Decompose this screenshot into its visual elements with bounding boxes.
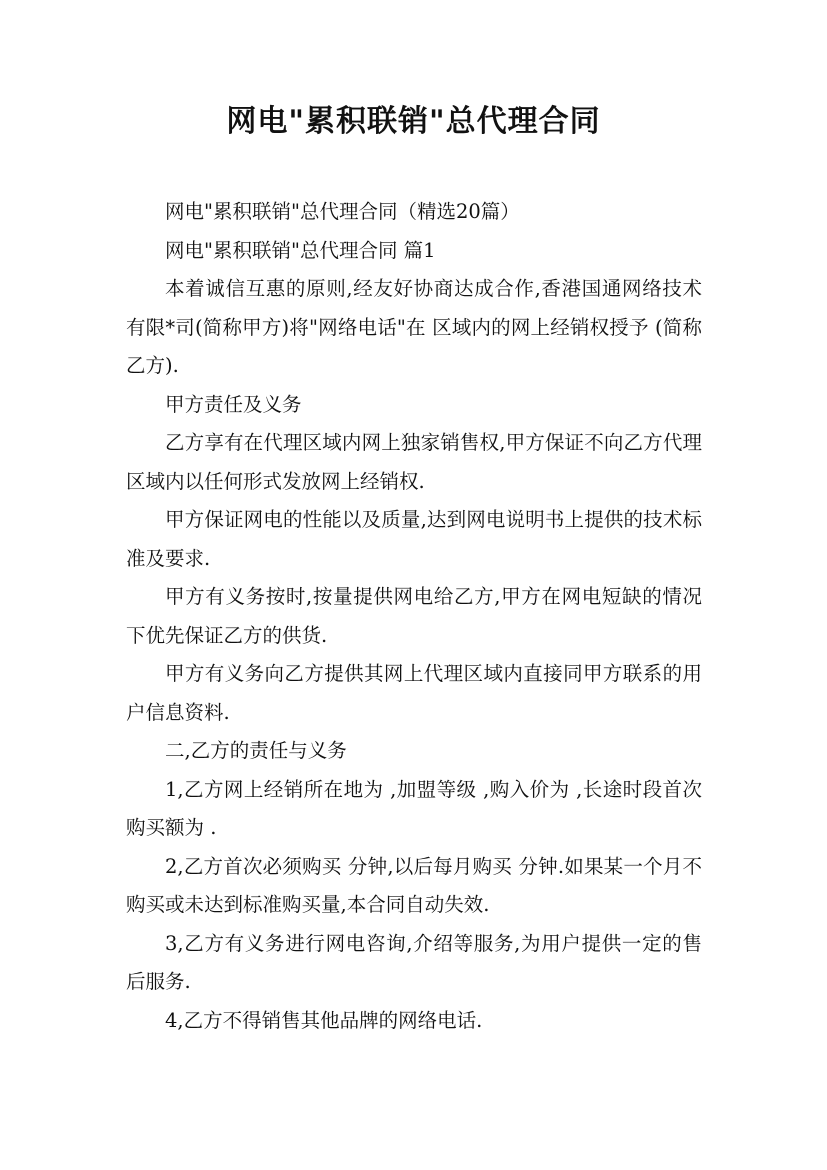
paragraph-clause-4: 4,乙方不得销售其他品牌的网络电话. [165,1008,483,1032]
document-title: 网电"累积联销"总代理合同 [226,104,601,139]
paragraph-exclusive-right: 乙方享有在代理区域内网上独家销售权,甲方保证不向乙方代理区域内以任何形式发放网上经销权. [126,431,702,493]
paragraph-party-b-heading: 二,乙方的责任与义务 [165,739,347,762]
paragraph-contract-heading: 网电"累积联销"总代理合同（精选20篇） [165,200,520,223]
paragraph-party-a-heading: 甲方责任及义务 [165,392,302,416]
paragraph-clause-2: 2,乙方首次必须购买 分钟,以后每月购买 分钟.如果某一个月不购买或未达到标准购买量,本合同自动失效. [126,854,702,916]
document-body [126,193,702,1040]
paragraph-clause-3: 3,乙方有义务进行网电咨询,介绍等服务,为用户提供一定的售后服务. [126,931,702,993]
paragraph-supply-obligation: 甲方有义务按时,按量提供网电给乙方,甲方在网电短缺的情况下优先保证乙方的供货. [126,585,702,647]
paragraph-section-label: 网电"累积联销"总代理合同 篇1 [165,238,436,262]
paragraph-preamble: 本着诚信互惠的原则,经友好协商达成合作,香港国通网络技术有限*司(简称甲方)将"网络电话"在 区域内的网上经销权授予 (简称乙方). [126,277,702,377]
paragraph-clause-1: 1,乙方网上经销所在地为 ,加盟等级 ,购入价为 ,长途时段首次购买额为 . [126,777,702,839]
paragraph-quality-guarantee: 甲方保证网电的性能以及质量,达到网电说明书上提供的技术标准及要求. [126,508,702,570]
paragraph-user-info: 甲方有义务向乙方提供其网上代理区域内直接同甲方联系的用户信息资料. [126,662,702,724]
